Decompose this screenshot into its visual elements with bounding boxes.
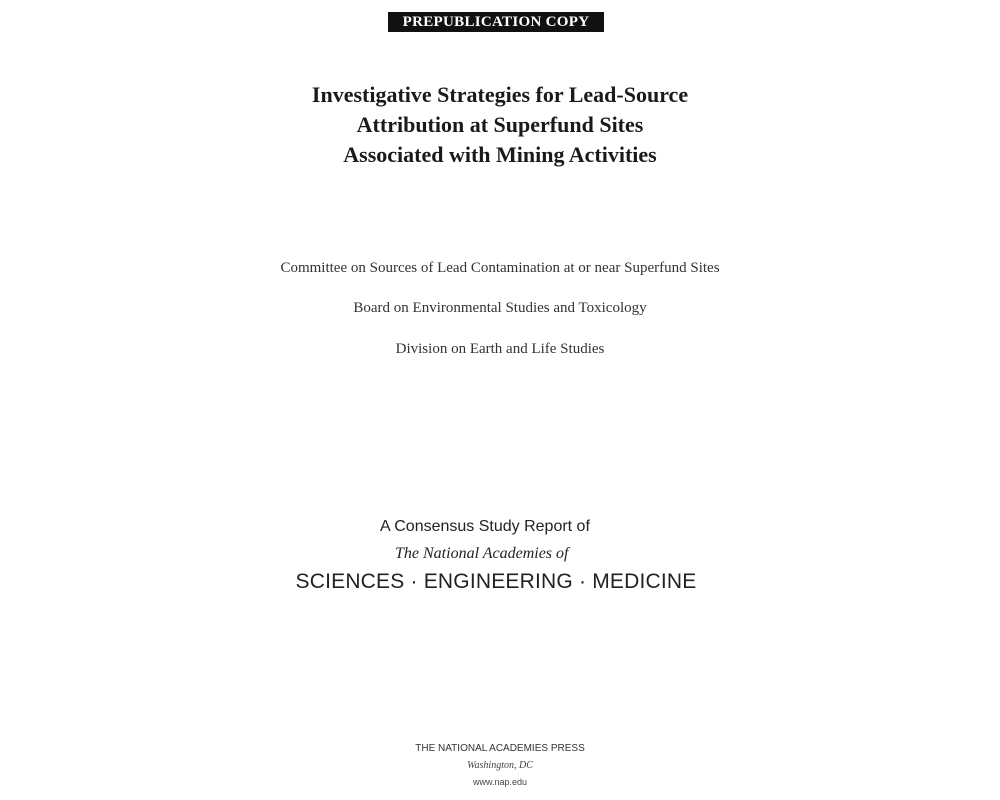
publisher-url: www.nap.edu <box>472 777 528 787</box>
title-line: Associated with Mining Activities <box>343 142 657 167</box>
prepublication-banner: PREPUBLICATION COPY <box>388 12 604 32</box>
division-name: Division on Earth and Life Studies <box>395 341 605 357</box>
consensus-label: A Consensus Study Report of <box>380 518 590 535</box>
sem-logo-text: SCIENCES · ENGINEERING · MEDICINE <box>295 570 697 593</box>
publisher-city: Washington, DC <box>467 760 533 771</box>
academies-label: The National Academies of <box>395 545 569 562</box>
board-name: Board on Environmental Studies and Toxicology <box>353 300 647 316</box>
report-title <box>0 80 1000 170</box>
title-line: Attribution at Superfund Sites <box>356 112 644 137</box>
title-line: Investigative Strategies for Lead-Source <box>311 82 689 107</box>
publisher-name: THE NATIONAL ACADEMIES PRESS <box>415 743 585 754</box>
committee-name: Committee on Sources of Lead Contamination at or near Superfund Sites <box>280 260 720 276</box>
